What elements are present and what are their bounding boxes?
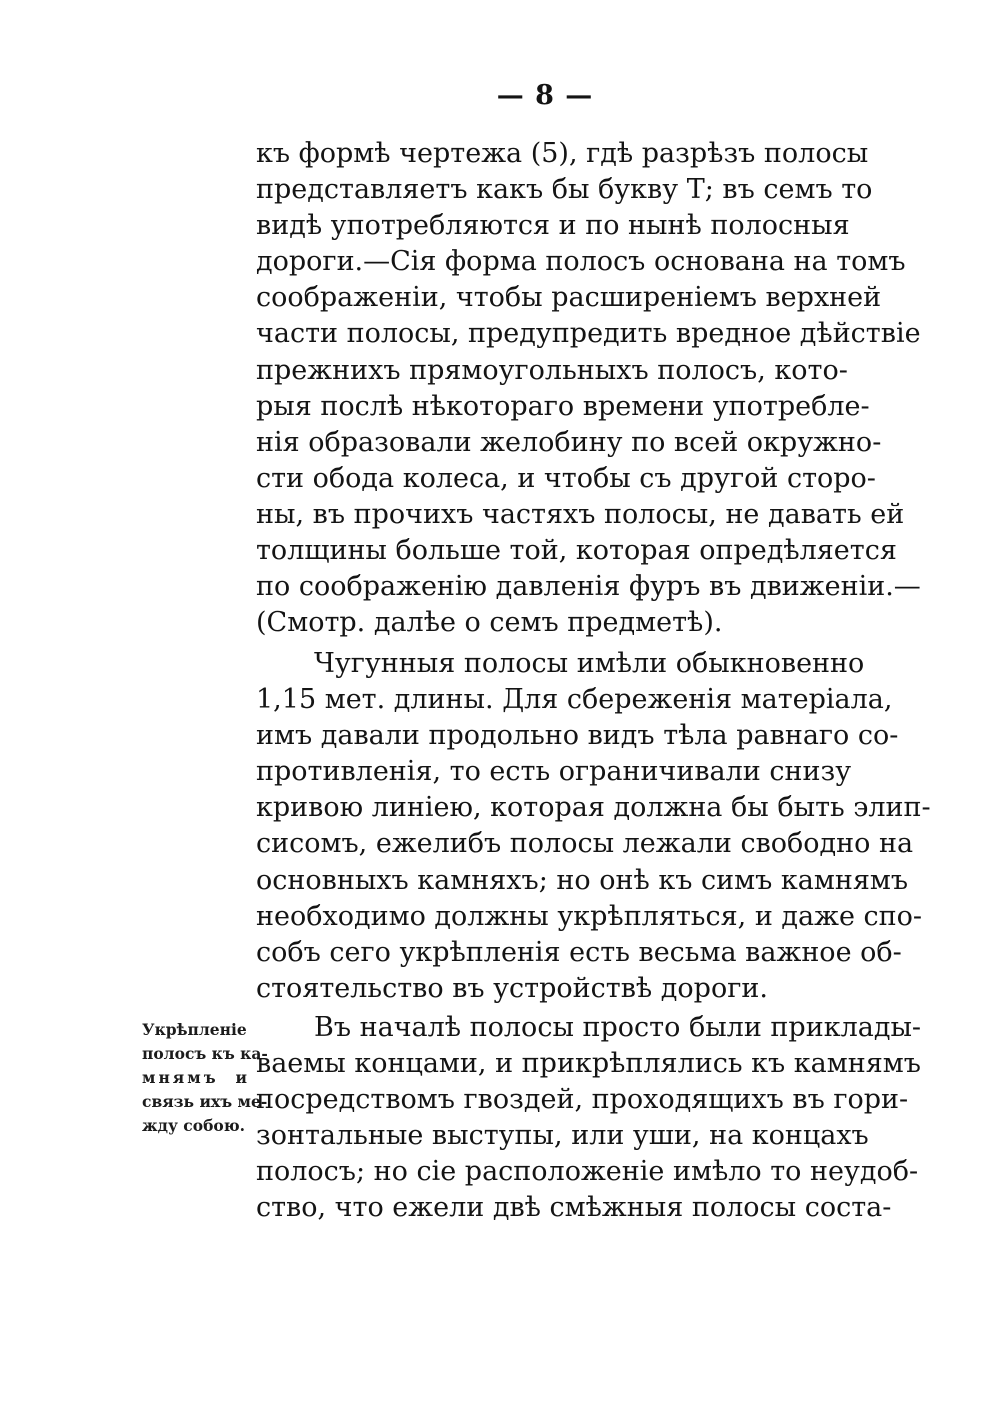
text-line: ство, что ежели двѣ смѣжныя полосы соста- bbox=[256, 1192, 892, 1224]
text-line: ны, въ прочихъ частяхъ полосы, не давать ей bbox=[256, 498, 905, 530]
text-line: полосъ; но сіе расположеніе имѣло то неудоб- bbox=[256, 1156, 919, 1188]
paragraph-2 bbox=[256, 646, 931, 1007]
text-line: зонтальные выступы, или уши, на концахъ bbox=[256, 1120, 869, 1152]
page-number: — 8 — bbox=[496, 80, 594, 111]
text-line: основныхъ камняхъ; но онѣ къ симъ камнямъ bbox=[256, 864, 909, 896]
text-line: сти обода колеса, и чтобы съ другой сторо- bbox=[256, 462, 876, 494]
margin-note-line: Укрѣпленіе bbox=[142, 1020, 247, 1039]
text-line: имъ давали продольно видъ тѣла равнаго со- bbox=[256, 720, 899, 752]
text-line: ваемы концами, и прикрѣплялись къ камнямъ bbox=[256, 1048, 921, 1080]
text-line: прежнихъ прямоугольныхъ полосъ, кото- bbox=[256, 354, 848, 386]
text-line: стоятельство въ устройствѣ дороги. bbox=[256, 972, 768, 1004]
text-line: рыя послѣ нѣкотораго времени употребле- bbox=[256, 390, 870, 422]
text-line: посредствомъ гвоздей, проходящихъ въ гори- bbox=[256, 1084, 909, 1116]
text-line: сисомъ, ежелибъ полосы лежали свободно на bbox=[256, 828, 914, 860]
margin-note-line: полосъ къ ка- bbox=[142, 1044, 268, 1063]
text-line: соображеніи, чтобы расширеніемъ верхней bbox=[256, 282, 882, 314]
text-line: противленія, то есть ограничивали снизу bbox=[256, 756, 852, 788]
text-line: къ формѣ чертежа (5), гдѣ разрѣзъ полосы bbox=[256, 138, 869, 169]
paragraph-3 bbox=[256, 1010, 922, 1227]
margin-note-line: жду собою. bbox=[142, 1116, 246, 1135]
text-line: части полосы, предупредить вредное дѣйствіе bbox=[256, 318, 921, 350]
text-line: представляетъ какъ бы букву Т; въ семъ то bbox=[256, 174, 873, 206]
margin-note bbox=[142, 1018, 268, 1138]
text-line: видѣ употребляются и по нынѣ полосныя bbox=[256, 210, 850, 242]
margin-note-line: связь ихъ ме- bbox=[142, 1092, 268, 1111]
text-line: (Смотр. далѣе о семъ предметѣ). bbox=[256, 607, 723, 639]
paragraph-1 bbox=[256, 136, 921, 641]
text-line: дороги.—Сія форма полосъ основана на томъ bbox=[256, 246, 906, 278]
text-line: кривою линіею, которая должна бы быть элип- bbox=[256, 792, 931, 824]
text-line: Въ началѣ полосы просто были приклады- bbox=[314, 1012, 922, 1043]
text-line: нія образовали желобину по всей окружно- bbox=[256, 426, 882, 458]
text-line: 1,15 мет. длины. Для сбереженія матеріала, bbox=[256, 684, 893, 716]
text-line: толщины больше той, которая опредѣляется bbox=[256, 535, 897, 567]
text-line: необходимо должны укрѣпляться, и даже спо- bbox=[256, 900, 923, 932]
text-line: собъ сего укрѣпленія есть весьма важное об- bbox=[256, 936, 902, 968]
text-line: Чугунныя полосы имѣли обыкновенно bbox=[314, 648, 865, 679]
text-line: по соображенію давленія фуръ въ движеніи.— bbox=[256, 571, 921, 603]
margin-note-line: мнямъ и bbox=[142, 1068, 250, 1087]
